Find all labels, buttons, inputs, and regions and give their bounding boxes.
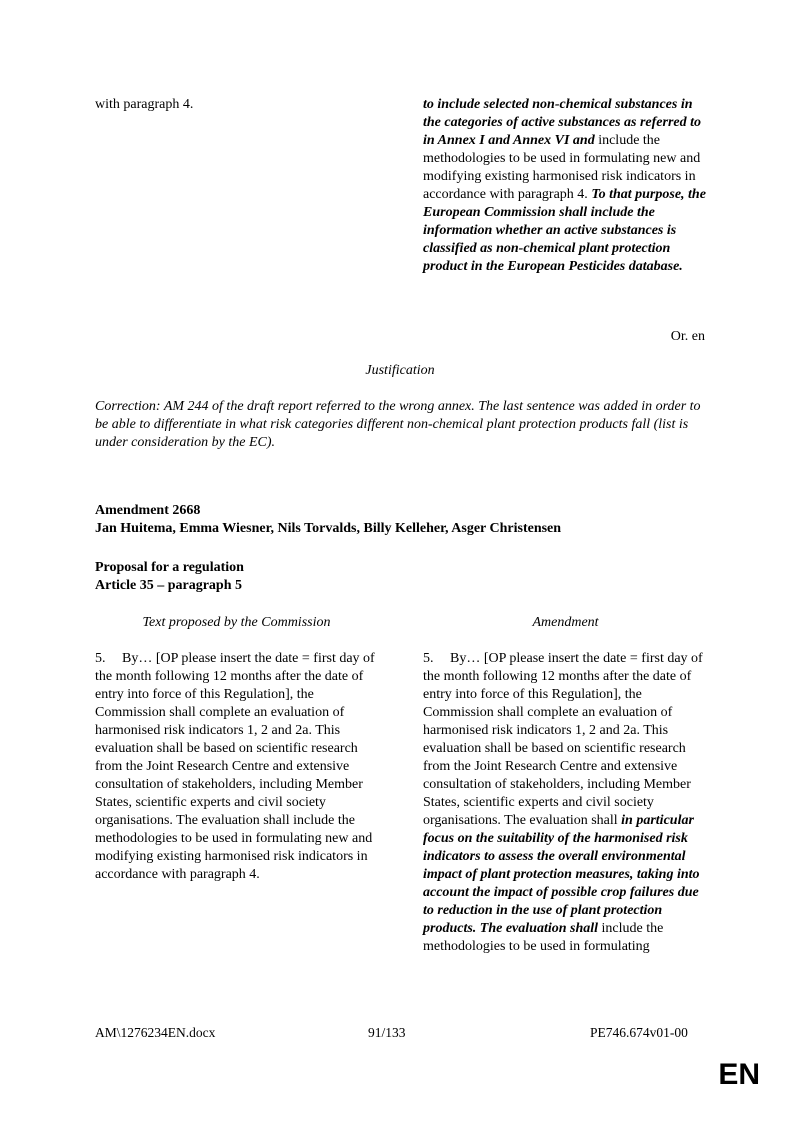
footer-page-number: 91/133 bbox=[368, 1025, 406, 1040]
text-run: include the methodologies to be used in formulating bbox=[423, 921, 664, 954]
left-paragraph-number: 5. bbox=[95, 651, 106, 666]
justification-text: Correction: AM 244 of the draft report referred to the wrong annex. The last sentence was added in order to be able to differentiate in what risk categories different non-chemical plant protection products fall (list is under consideration by the EC). bbox=[95, 399, 701, 450]
amendment-insertion-text: To that purpose, the European Commission shall include the information whether an active substances is classified as non-chemical plant protection product in the European Pesticides database. bbox=[423, 187, 706, 274]
amendment-insertion-text: to include selected non-chemical substances in the categories of active substances as referred to in Annex I and Annex VI and bbox=[423, 97, 702, 148]
proposal-title: Proposal for a regulation bbox=[95, 560, 244, 575]
footer-doc-ref: AM\1276234EN.docx bbox=[95, 1025, 216, 1040]
right-paragraph-text bbox=[423, 651, 703, 954]
text-run: include the methodologies to be used in formulating new and modifying existing harmonised risk indicators in accordance with paragraph 4. bbox=[423, 133, 701, 202]
amendment-authors: Jan Huitema, Emma Wiesner, Nils Torvalds, Billy Kelleher, Asger Christensen bbox=[95, 521, 562, 536]
language-code: EN bbox=[718, 1058, 760, 1091]
justification-heading: Justification bbox=[365, 363, 435, 378]
amendment-column-header: Amendment bbox=[532, 615, 599, 630]
right-column-amendment-text bbox=[423, 96, 708, 276]
amendment-number: Amendment 2668 bbox=[95, 503, 201, 518]
amendment-insertion-text: in particular focus on the suitability of the harmonised risk indicators to assess the overall environmental impact of plant protection measures, taking into account the impact of possible crop failures due to reduction in the use of plant protection products. The evaluation shall bbox=[423, 813, 700, 936]
article-reference: Article 35 – paragraph 5 bbox=[95, 578, 242, 593]
amended-paragraph-5 bbox=[423, 650, 708, 956]
left-paragraph-text: By… [OP please insert the date = first day of the month following 12 months after the date of entry into force of this Regulation], the Commission shall complete an evaluation of harmonised risk indicators 1, 2 and 2a. This evaluation shall be based on scientific research from the Joint Research Centre and extensive consultation of stakeholders, including Member States, scientific experts and civil society organisations. The evaluation shall include the methodologies to be used in formulating new and modifying existing harmonised risk indicators in accordance with paragraph 4. bbox=[95, 651, 375, 882]
text-run: By… [OP please insert the date = first day of the month following 12 months after the date of entry into force of this Regulation], the Commission shall complete an evaluation of harmonised risk indicators 1, 2 and 2a. This evaluation shall be based on scientific research from the Joint Research Centre and extensive consultation of stakeholders, including Member States, scientific experts and civil society organisations. The evaluation shall bbox=[423, 651, 703, 828]
commission-paragraph-5 bbox=[95, 650, 378, 884]
language-note: Or. en bbox=[670, 329, 705, 344]
commission-text-header: Text proposed by the Commission bbox=[142, 615, 331, 630]
left-column-fragment: with paragraph 4. bbox=[95, 97, 194, 112]
footer-pe-ref: PE746.674v01-00 bbox=[590, 1025, 688, 1040]
right-paragraph-number: 5. bbox=[423, 651, 434, 666]
